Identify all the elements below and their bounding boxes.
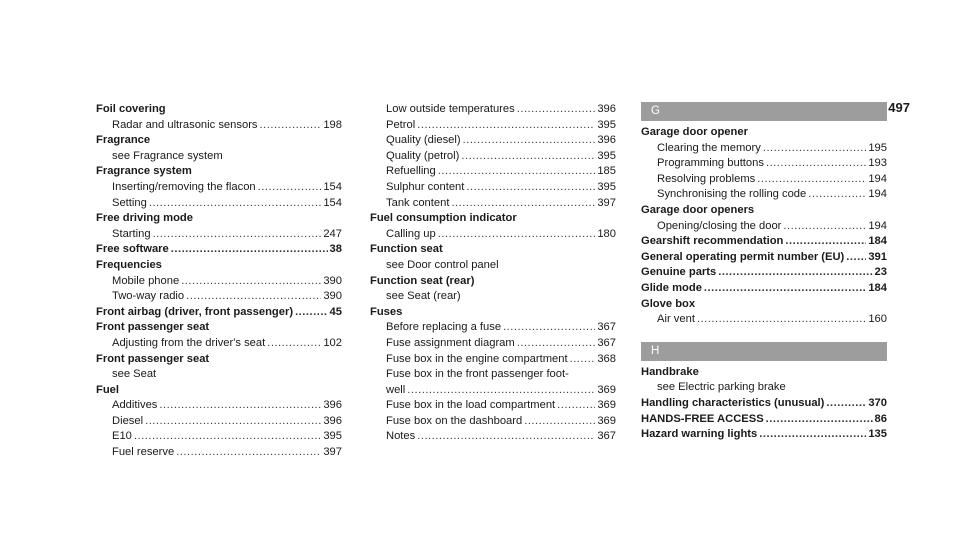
entry-page: 369	[597, 383, 616, 396]
entry-text: Adjusting from the driver's seat	[112, 336, 266, 349]
index-entry	[641, 250, 887, 266]
index-entry	[641, 312, 887, 328]
entry-text: Refuelling	[386, 165, 436, 178]
dot-leader	[186, 289, 321, 305]
entry-page: 368	[597, 352, 616, 365]
entry-text: Resolving problems	[657, 172, 756, 185]
entry-page: 396	[597, 134, 616, 147]
index-entry	[641, 281, 887, 297]
entry-page: 367	[597, 336, 616, 349]
index-entry	[96, 336, 342, 352]
index-column-3	[641, 102, 887, 443]
index-column-1	[96, 102, 342, 461]
dot-leader	[181, 274, 321, 290]
entry-text: Air vent	[657, 313, 695, 326]
entry-page: 395	[597, 180, 616, 193]
index-heading: Garage door openers	[641, 203, 755, 216]
entry-text: Quality (petrol)	[386, 149, 460, 162]
index-entry	[370, 180, 616, 196]
index-heading: Garage door opener	[641, 126, 748, 138]
entry-text: General operating permit number (EU)	[641, 250, 845, 263]
dot-leader	[149, 196, 321, 212]
entry-text: Gearshift recommendation	[641, 235, 784, 248]
entry-page: 102	[323, 336, 342, 349]
index-reference: see Seat	[112, 368, 157, 381]
index-entry	[96, 274, 342, 290]
dot-leader	[461, 149, 595, 165]
entry-page: 367	[597, 430, 616, 443]
entry-page: 160	[868, 313, 887, 326]
entry-page: 185	[597, 165, 616, 178]
entry-page: 184	[868, 281, 887, 294]
index-reference: see Seat (rear)	[386, 290, 461, 303]
entry-page: 154	[323, 180, 342, 193]
index-entry	[370, 398, 616, 414]
entry-text: Genuine parts	[641, 266, 717, 279]
dot-leader	[153, 227, 322, 243]
index-entry	[96, 398, 342, 414]
dot-leader	[260, 118, 322, 134]
dot-leader	[697, 312, 866, 328]
dot-leader	[267, 336, 321, 352]
index-reference: see Electric parking brake	[657, 381, 786, 394]
entry-page: 194	[868, 219, 887, 232]
entry-text: Programming buttons	[657, 157, 764, 170]
index-entry	[641, 234, 887, 250]
index-entry	[641, 427, 887, 443]
dot-leader	[176, 445, 321, 461]
entry-text: E10	[112, 430, 132, 443]
dot-leader	[826, 396, 866, 412]
index-entry	[370, 336, 616, 352]
index-entry	[370, 196, 616, 212]
entry-page: 193	[868, 157, 887, 170]
entry-text: Glide mode	[641, 281, 702, 294]
dot-leader	[846, 250, 866, 266]
dot-leader	[159, 398, 321, 414]
entry-page: 369	[597, 399, 616, 412]
index-entry	[370, 164, 616, 180]
index-entry	[96, 118, 342, 134]
entry-text: Clearing the memory	[657, 141, 761, 154]
entry-text: Mobile phone	[112, 274, 180, 287]
index-entry	[370, 133, 616, 149]
dot-leader	[718, 265, 872, 281]
dot-leader	[517, 102, 596, 118]
index-heading: Frequencies	[96, 258, 162, 271]
index-entry	[96, 414, 342, 430]
index-entry	[96, 196, 342, 212]
entry-text: Starting	[112, 227, 151, 240]
entry-text: Hazard warning lights	[641, 428, 758, 441]
entry-page: 396	[323, 414, 342, 427]
entry-text: Fuse box in the engine compartment	[386, 352, 568, 365]
dot-leader	[783, 219, 866, 235]
entry-page: 397	[597, 196, 616, 209]
dot-leader	[766, 412, 873, 428]
entry-page: 396	[597, 103, 616, 115]
index-heading: Function seat	[370, 243, 443, 256]
dot-leader	[295, 305, 327, 321]
entry-text: Low outside temperatures	[386, 103, 515, 115]
entry-text: Tank content	[386, 196, 450, 209]
index-entry	[641, 412, 887, 428]
entry-text: Synchronising the rolling code	[657, 188, 807, 201]
index-entry	[370, 102, 616, 118]
dot-leader	[785, 234, 866, 250]
entry-page: 395	[323, 430, 342, 443]
entry-text: Additives	[112, 399, 158, 412]
entry-page: 184	[868, 235, 887, 248]
entry-text: Fuse box in the load compartment	[386, 399, 556, 412]
dot-leader	[766, 156, 866, 172]
index-heading: Free driving mode	[96, 212, 193, 225]
entry-text: Front airbag (driver, front passenger)	[96, 305, 294, 318]
entry-page: 180	[597, 227, 616, 240]
entry-page: 194	[868, 172, 887, 185]
index-reference: see Door control panel	[386, 258, 499, 271]
entry-page: 395	[597, 149, 616, 162]
index-entry	[641, 141, 887, 157]
index-entry	[96, 242, 342, 258]
entry-page: 397	[323, 446, 342, 459]
index-heading: Fragrance system	[96, 165, 192, 178]
entry-page: 198	[323, 118, 342, 131]
index-entry	[641, 219, 887, 235]
index-heading: Glove box	[641, 297, 696, 310]
index-entry	[370, 320, 616, 336]
entry-page: 247	[323, 227, 342, 240]
entry-text: Inserting/removing the flacon	[112, 180, 256, 193]
dot-leader	[171, 242, 328, 258]
index-entry	[96, 445, 342, 461]
spacer	[641, 328, 887, 342]
index-entry	[641, 187, 887, 203]
entry-page: 370	[868, 396, 887, 409]
entry-page: 195	[868, 141, 887, 154]
page-number: 497	[888, 100, 910, 115]
entry-text: Sulphur content	[386, 180, 465, 193]
entry-page: 38	[329, 243, 342, 256]
entry-page: 390	[323, 290, 342, 303]
entry-page: 45	[329, 305, 342, 318]
dot-leader	[570, 352, 596, 368]
dot-leader	[258, 180, 322, 196]
entry-page: 395	[597, 118, 616, 131]
index-entry	[641, 156, 887, 172]
entry-text: Free software	[96, 243, 169, 256]
index-heading: Front passenger seat	[96, 321, 210, 334]
index-entry	[370, 149, 616, 165]
entry-text: Opening/closing the door	[657, 219, 782, 232]
entry-text: Notes	[386, 430, 416, 443]
index-heading: Front passenger seat	[96, 352, 210, 365]
index-heading: Fragrance	[96, 134, 151, 147]
index-heading: Foil covering	[96, 103, 166, 115]
entry-text: Radar and ultrasonic sensors	[112, 118, 258, 131]
dot-leader	[451, 196, 595, 212]
entry-page: 367	[597, 321, 616, 334]
entry-text: Handling characteristics (unusual)	[641, 396, 825, 409]
dot-leader	[808, 187, 866, 203]
index-heading: Fuses	[370, 305, 403, 318]
index-heading: Fuel	[96, 383, 119, 396]
entry-text: HANDS-FREE ACCESS	[641, 412, 764, 425]
entry-page: 154	[323, 196, 342, 209]
entry-page: 86	[874, 412, 887, 425]
index-heading: Fuel consumption indicator	[370, 212, 517, 225]
entry-page: 391	[868, 250, 887, 263]
index-entry	[370, 227, 616, 243]
entry-page: 194	[868, 188, 887, 201]
index-entry	[96, 227, 342, 243]
index-entry	[641, 396, 887, 412]
index-entry	[370, 383, 616, 399]
index-entry	[370, 414, 616, 430]
dot-leader	[463, 133, 596, 149]
entry-text: Fuel reserve	[112, 446, 175, 459]
dot-leader	[438, 164, 596, 180]
entry-text: Setting	[112, 196, 147, 209]
entry-text: Quality (diesel)	[386, 134, 461, 147]
index-entry	[641, 265, 887, 281]
entry-page: 390	[323, 274, 342, 287]
entry-page: 23	[874, 266, 887, 279]
section-heading: H	[641, 342, 887, 361]
index-reference: see Fragrance system	[112, 149, 223, 162]
index-entry	[96, 429, 342, 445]
entry-text: Before replacing a fuse	[386, 321, 502, 334]
index-entry	[370, 118, 616, 134]
index-heading: Function seat (rear)	[370, 274, 475, 287]
entry-text: Fuse box on the dashboard	[386, 414, 523, 427]
entry-text: Fuse assignment diagram	[386, 336, 515, 349]
dot-leader	[503, 320, 595, 336]
index-column-2	[370, 102, 616, 445]
entry-text: Calling up	[386, 227, 436, 240]
dot-leader	[417, 118, 595, 134]
index-entry	[370, 429, 616, 445]
index-heading: Handbrake	[641, 365, 699, 378]
entry-text: Two-way radio	[112, 290, 185, 303]
dot-leader	[134, 429, 321, 445]
dot-leader	[557, 398, 595, 414]
index-entry	[96, 289, 342, 305]
entry-page: 396	[323, 399, 342, 412]
dot-leader	[759, 427, 866, 443]
index-reference: Fuse box in the front passenger foot-	[386, 368, 569, 381]
section-heading: G	[641, 102, 887, 121]
dot-leader	[417, 429, 595, 445]
entry-text: Diesel	[112, 414, 144, 427]
dot-leader	[517, 336, 596, 352]
dot-leader	[704, 281, 866, 297]
index-entry	[641, 172, 887, 188]
index-entry	[96, 305, 342, 321]
entry-page: 135	[868, 428, 887, 441]
dot-leader	[466, 180, 595, 196]
dot-leader	[407, 383, 595, 399]
dot-leader	[145, 414, 321, 430]
dot-leader	[524, 414, 595, 430]
dot-leader	[763, 141, 866, 157]
entry-text: well	[386, 383, 406, 396]
index-entry	[370, 352, 616, 368]
dot-leader	[438, 227, 596, 243]
entry-text: Petrol	[386, 118, 416, 131]
entry-page: 369	[597, 414, 616, 427]
index-entry	[96, 180, 342, 196]
dot-leader	[757, 172, 866, 188]
